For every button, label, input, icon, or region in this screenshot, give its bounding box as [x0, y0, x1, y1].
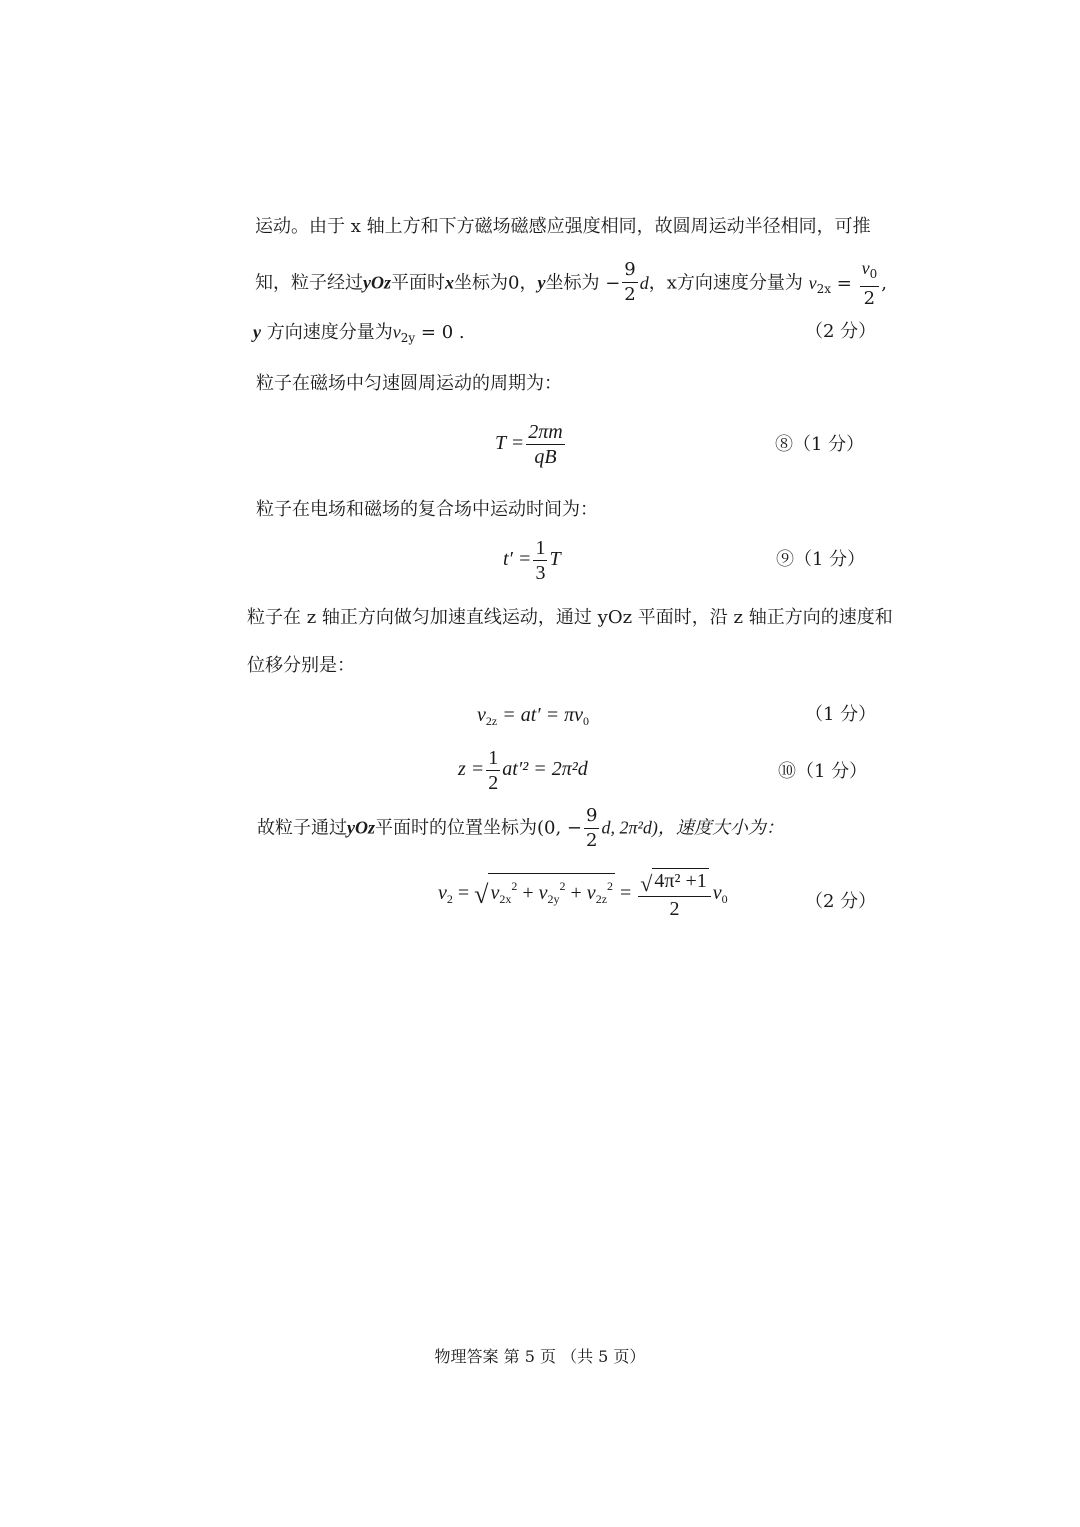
equation-speed: $v_2$ = √ $v_{2x}^2 + v_{2y}^2 + v_{2z}^2$ = $\frac{\text{√ 4π² +1}}{2}$ $v_0$ — [438, 870, 728, 920]
equation-v2z: $v_{2z} = at' = \pi v_0$ — [477, 704, 590, 728]
y-coordinate-expression: − $\frac{9}{2}$ d — [605, 259, 649, 305]
paragraph2-text: 粒子在磁场中匀速圆周运动的周期为： — [256, 373, 562, 394]
score-eq9: ⑨（1 分） — [776, 549, 866, 570]
score-eq10: ⑩（1 分） — [778, 761, 868, 782]
equation-displacement: z = $\frac{1}{2}$ at′² = 2π²d — [458, 747, 588, 794]
score-v2: （2 分） — [805, 891, 877, 912]
paragraph1-line3: y 方向速度分量为$v_{2y} = 0$ . — [253, 322, 465, 345]
paragraph1-line1: 运动。由于 x 轴上方和下方磁场磁感应强度相同，故圆周运动半径相同，可推 — [255, 216, 871, 237]
v2x-expression: $v_{2x}$ = $\frac{v_0}{2}$ , — [808, 258, 887, 309]
equation-period: T = $\frac{2\pi m}{qB}$ — [495, 421, 563, 468]
score-v2z: （1 分） — [805, 704, 877, 725]
paragraph4-line1: 粒子在 z 轴正方向做匀加速直线运动，通过 yOz 平面时，沿 z 轴正方向的速度和 — [247, 607, 893, 628]
paragraph5-text: 故粒子通过yOz平面时的位置坐标为(0, − $\frac{9}{2}$ d, 2π²d)，速度大小为： — [257, 805, 784, 851]
paragraph4-line2: 位移分别是： — [247, 655, 355, 676]
paragraph3-text: 粒子在电场和磁场的复合场中运动时间为： — [256, 499, 598, 520]
equation-time: t′ = $\frac{1}{3}$ T — [503, 537, 561, 584]
score-paragraph1: （2 分） — [805, 321, 877, 342]
paragraph1-line2: 知，粒子经过yOz平面时x坐标为0，y坐标为 − $\frac{9}{2}$ d，x方向速度分量为 $v_{2x}$ = $\frac{v_0}{2}$ , — [255, 258, 887, 309]
page-footer: 物理答案 第 5 页 （共 5 页） — [434, 1347, 646, 1366]
score-eq8: ⑧（1 分） — [775, 434, 865, 455]
